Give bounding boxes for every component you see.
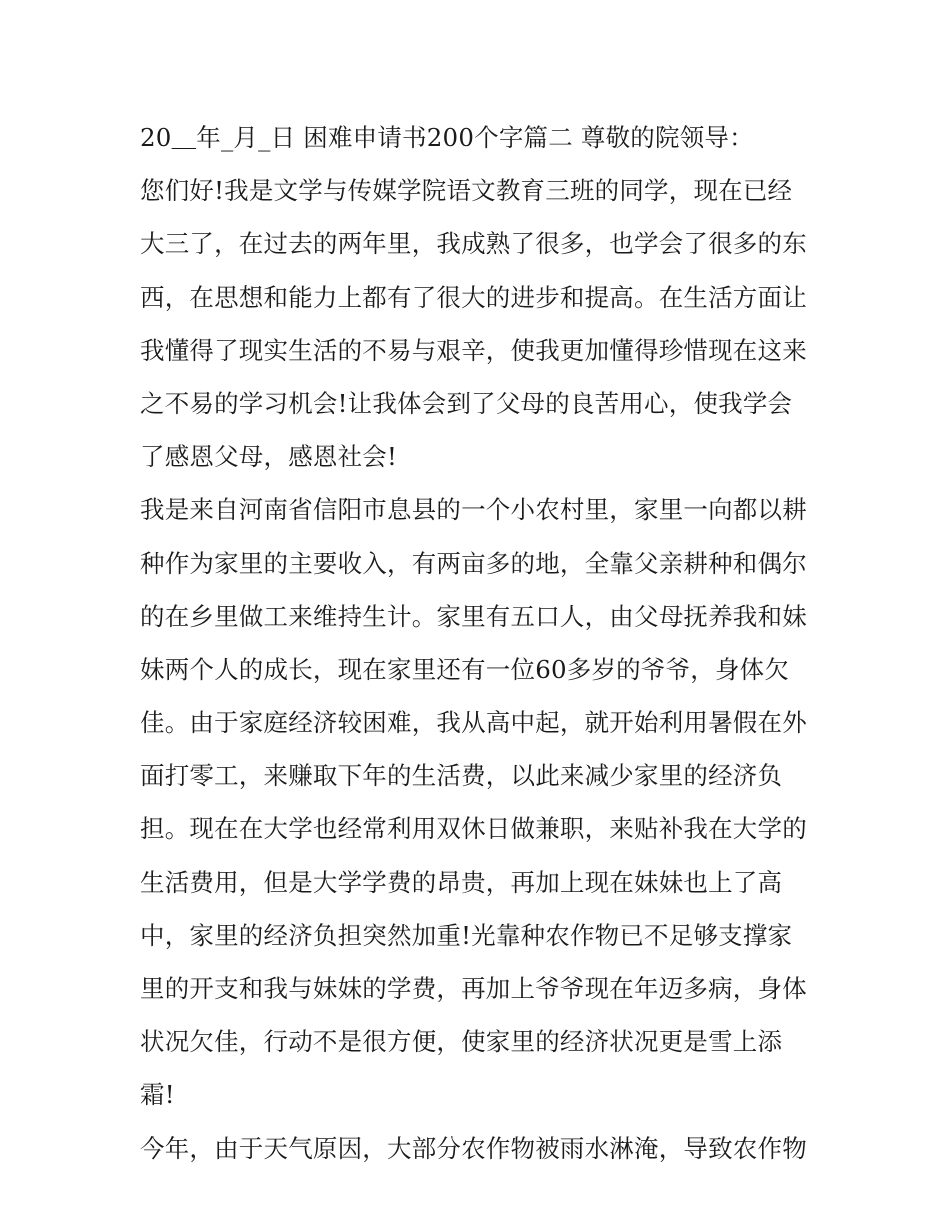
text-line: 种作为家里的主要收入，有两亩多的地，全靠父亲耕种和偶尔 (140, 548, 807, 578)
document-body (140, 111, 816, 1175)
text-line: 中，家里的经济负担突然加重!光靠种农作物已不足够支撑家 (140, 920, 793, 950)
text-line: 您们好!我是文学与传媒学院语文教育三班的同学，现在已经 (140, 176, 793, 206)
text-line: 状况欠佳，行动不是很方便，使家里的经济状况更是雪上添 (140, 1027, 783, 1057)
text-line: 妹两个人的成长，现在家里还有一位60多岁的爷爷，身体欠 (140, 654, 790, 684)
text-line: 里的开支和我与妹妹的学费，再加上爷爷现在年迈多病，身体 (140, 974, 807, 1003)
text-line: 西，在思想和能力上都有了很大的进步和提高。在生活方面让 (140, 282, 807, 312)
text-line: 生活费用，但是大学学费的昂贵，再加上现在妹妹也上了高 (140, 867, 783, 897)
text-line: 担。现在在大学也经常利用双休日做兼职，来贴补我在大学的 (140, 814, 807, 844)
text-line: 面打零工，来赚取下年的生活费，以此来减少家里的经济负 (140, 761, 783, 791)
text-line: 今年，由于天气原因，大部分农作物被雨水淋淹，导致农作物 (140, 1133, 807, 1163)
text-line: 之不易的学习机会!让我体会到了父母的良苦用心，使我学会 (140, 388, 793, 418)
text-line: 我懂得了现实生活的不易与艰辛，使我更加懂得珍惜现在这来 (140, 335, 807, 365)
text-line: 我是来自河南省信阳市息县的一个小农村里，家里一向都以耕 (140, 495, 807, 525)
text-line: 佳。由于家庭经济较困难，我从高中起，就开始利用暑假在外 (140, 708, 807, 738)
text-line: 霜! (140, 1080, 175, 1110)
text-line: 的在乡里做工来维持生计。家里有五口人，由父母抚养我和妹 (140, 601, 807, 631)
text-line: 大三了，在过去的两年里，我成熟了很多，也学会了很多的东 (140, 229, 807, 259)
text-line: 了感恩父母，感恩社会! (140, 442, 398, 472)
heading-line: 20＿年_月_日 困难申请书200个字篇二 尊敬的院领导： (140, 123, 754, 152)
